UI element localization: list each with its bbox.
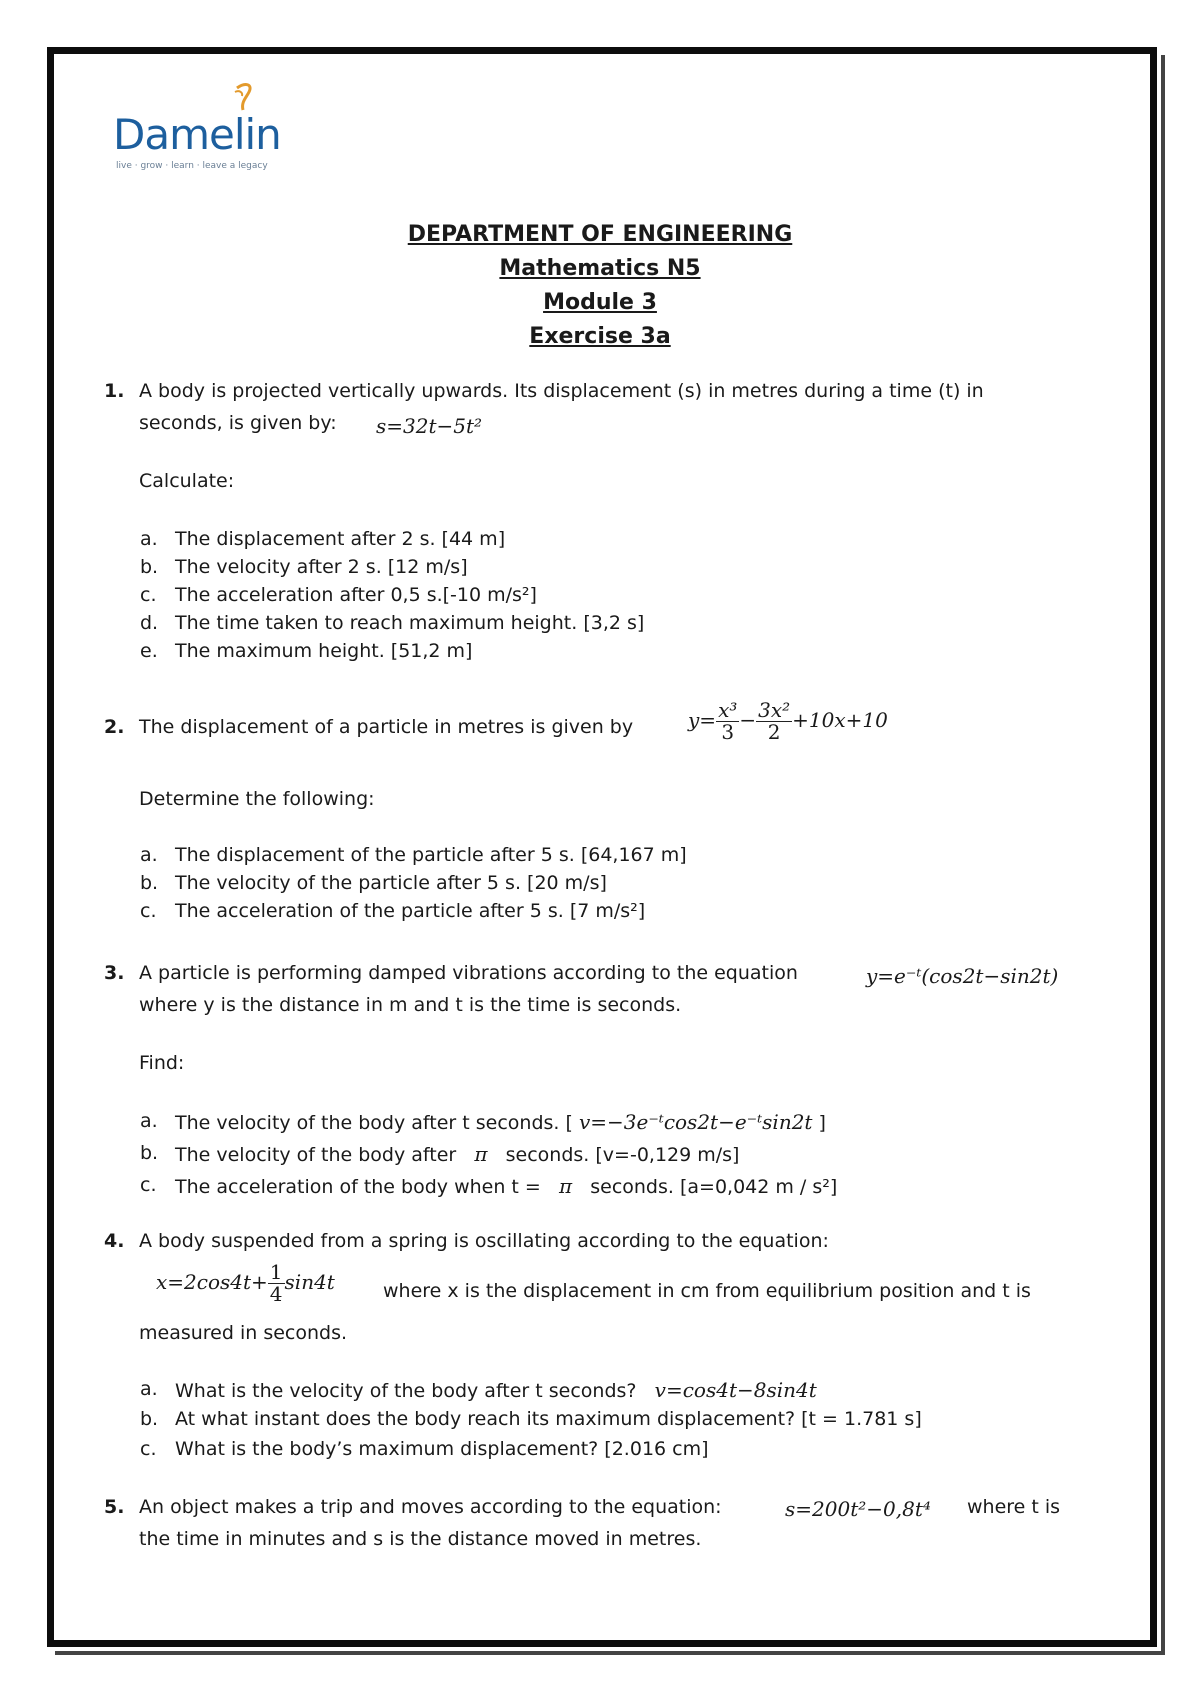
item-letter: d. xyxy=(140,612,159,634)
item-text-start: The velocity of the body after xyxy=(175,1144,457,1166)
fraction xyxy=(716,700,739,743)
item-text xyxy=(175,1378,817,1403)
item-letter: b. xyxy=(140,556,159,578)
logo-tagline: live · grow · learn · leave a legacy xyxy=(116,161,268,171)
equation-operator: − xyxy=(739,708,757,732)
item-letter: a. xyxy=(140,844,158,866)
item-letter: c. xyxy=(140,900,157,922)
question-prompt: Find: xyxy=(139,1052,185,1074)
question-text: the time in minutes and s is the distance moved in metres. xyxy=(139,1528,702,1550)
logo-wordmark: Damelin xyxy=(113,110,281,159)
item-text: The velocity after 2 s. [12 m/s] xyxy=(175,556,468,578)
equation: v=−3e⁻ᵗcos2t−e⁻ᵗsin2t xyxy=(578,1110,813,1134)
question-text: where x is the displacement in cm from equilibrium position and t is xyxy=(383,1280,1031,1302)
fraction xyxy=(268,1262,285,1305)
question-text: where y is the distance in m and t is the time is seconds. xyxy=(139,994,682,1016)
item-text: The acceleration of the particle after 5 s. [7 m/s²] xyxy=(175,900,646,922)
item-text: The maximum height. [51,2 m] xyxy=(175,640,473,662)
fraction-denominator: 4 xyxy=(269,1282,283,1306)
subject-title: Mathematics N5 xyxy=(499,256,701,281)
item-text: At what instant does the body reach its maximum displacement? [t = 1.781 s] xyxy=(175,1408,922,1430)
item-text: The velocity of the particle after 5 s. [20 m/s] xyxy=(175,872,607,894)
equation xyxy=(688,700,888,743)
item-text: What is the body’s maximum displacement? [2.016 cm] xyxy=(175,1438,709,1460)
item-text-start: What is the velocity of the body after t seconds? xyxy=(175,1380,637,1402)
item-text xyxy=(175,1110,826,1135)
equation-lhs: y= xyxy=(688,708,717,732)
question-number: 3. xyxy=(104,962,125,984)
equation: y=e⁻ᵗ(cos2t−sin2t) xyxy=(866,964,1059,988)
question-text: A particle is performing damped vibrations according to the equation xyxy=(139,962,798,984)
item-letter: a. xyxy=(140,528,158,550)
question-text: A body suspended from a spring is oscillating according to the equation: xyxy=(139,1230,829,1252)
item-text xyxy=(175,1142,739,1167)
question-text: measured in seconds. xyxy=(139,1322,348,1344)
equation-lhs: x=2cos4t+ xyxy=(156,1270,268,1294)
item-text: The acceleration after 0,5 s.[-10 m/s²] xyxy=(175,584,537,606)
exercise-title: Exercise 3a xyxy=(529,324,671,349)
equation-tail: sin4t xyxy=(284,1270,335,1294)
question-prompt: Calculate: xyxy=(139,470,235,492)
fraction-numerator: 1 xyxy=(269,1260,283,1284)
equation: π xyxy=(558,1174,573,1198)
item-text-end: seconds. [a=0,042 m / s²] xyxy=(590,1176,838,1198)
item-text: The displacement after 2 s. [44 m] xyxy=(175,528,506,550)
item-letter: b. xyxy=(140,1142,159,1164)
question-text: seconds, is given by: xyxy=(139,412,337,434)
module-title: Module 3 xyxy=(543,290,657,315)
equation: v=cos4t−8sin4t xyxy=(654,1378,817,1402)
equation-tail: +10x+10 xyxy=(792,708,888,732)
item-letter: c. xyxy=(140,1438,157,1460)
question-text: The displacement of a particle in metres is given by xyxy=(139,716,634,738)
item-letter: a. xyxy=(140,1378,158,1400)
question-text: where t is xyxy=(967,1496,1061,1518)
fraction-numerator: 3x² xyxy=(758,698,791,722)
department-title: DEPARTMENT OF ENGINEERING xyxy=(407,222,793,247)
item-letter: a. xyxy=(140,1110,158,1132)
damelin-logo xyxy=(113,80,303,175)
equation: s=32t−5t² xyxy=(376,414,483,438)
item-letter: b. xyxy=(140,872,159,894)
equation: s=200t²−0,8t⁴ xyxy=(785,1497,931,1521)
item-letter: c. xyxy=(140,1174,157,1196)
question-number: 5. xyxy=(104,1496,125,1518)
fraction-denominator: 2 xyxy=(767,720,781,744)
fraction xyxy=(756,700,792,743)
question-text: An object makes a trip and moves according to the equation: xyxy=(139,1496,722,1518)
equation: π xyxy=(474,1142,488,1166)
question-number: 4. xyxy=(104,1230,125,1252)
item-text: The displacement of the particle after 5 s. [64,167 m] xyxy=(175,844,687,866)
item-text-start: The velocity of the body after t seconds. [ xyxy=(175,1112,573,1134)
fraction-denominator: 3 xyxy=(721,720,735,744)
question-number: 1. xyxy=(104,380,125,402)
item-letter: c. xyxy=(140,584,157,606)
item-text-start: The acceleration of the body when t = xyxy=(175,1176,541,1198)
item-text-end: seconds. [v=-0,129 m/s] xyxy=(505,1144,740,1166)
item-text: The time taken to reach maximum height. [3,2 s] xyxy=(175,612,645,634)
item-text xyxy=(175,1174,837,1199)
question-number: 2. xyxy=(104,716,125,738)
fraction-numerator: x³ xyxy=(718,698,738,722)
item-letter: e. xyxy=(140,640,158,662)
question-prompt: Determine the following: xyxy=(139,788,375,810)
item-text-end: ] xyxy=(818,1112,826,1134)
equation xyxy=(156,1262,335,1305)
item-letter: b. xyxy=(140,1408,159,1430)
question-text: A body is projected vertically upwards. Its displacement (s) in metres during a time (t) in xyxy=(139,380,984,402)
